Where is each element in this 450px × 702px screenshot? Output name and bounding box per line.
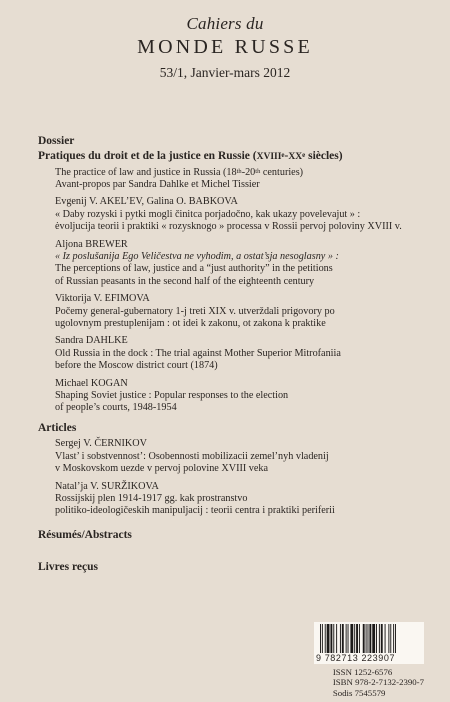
identifiers [333,667,424,698]
dossier-title-sup-1: e [281,150,285,159]
issn: ISSN 1252-6576 [332,667,393,677]
sodis: Sodis 7545579 [332,687,386,698]
toc-entry [55,335,438,372]
barcode-bars [320,624,420,653]
toc-entry [55,293,438,330]
entry-author: Aljona BREWER [55,238,128,250]
entry-author: Viktorija V. EFIMOVA [55,293,150,305]
entry-author: Sergej V. ČERNIKOV [55,438,147,450]
entry-title-line: politiko-ideologičeskih manipuljacij : teorii centra i praktiki periferii [55,505,335,517]
dossier-title-century-1: XVIII [256,151,282,162]
dossier-title-sup-2: e [302,150,306,159]
entry-title-line: of Russian peasants in the second half of the eighteenth century [55,275,315,287]
livres-heading: Livres reçus [38,561,98,573]
entry-author: Sandra DAHLKE [55,335,128,347]
entry-title-line: of people’s courts, 1948-1954 [55,402,177,414]
toc-entry [55,378,438,415]
entry-title-part: centuries) [260,166,304,178]
entry-title-line: v Moskovskom uezde v pervoj polovine XVIII veka [55,463,269,475]
entry-title-line: « Daby rozyski i pytki mogli činitca porjadočno, kak ukazy povelevajut » : [55,208,361,220]
dossier-title-end: siècles) [305,149,343,162]
articles-heading: Articles [38,421,77,434]
toc-entry [55,481,438,518]
issue-info: 53/1, Janvier-mars 2012 [159,65,291,80]
entry-title-part: -20 [241,166,256,178]
dossier-heading: Dossier [38,135,75,147]
barcode-digits: 9 782713 223907 [316,653,396,663]
entry-title-line: Vlast’ i sobstvennost’: Osobennosti mobilizacii zemel’nyh vladenij [55,450,329,462]
dossier-title-text: Pratiques du droit et de la justice en Russie ( [38,149,257,162]
entry-title-sup: th [236,167,242,175]
entry-author: Evgenij V. AKEL’EV, Galina O. BABKOVA [55,196,238,208]
entry-title-part: The practice of law and justice in Russia (18 [55,166,237,178]
entry-title-line: Rossijskij plen 1914-1917 gg. kak prostranstvo [55,492,248,504]
isbn: ISBN 978-2-7132-2390-7 [332,677,424,688]
toc-entry [55,239,438,289]
entry-title-line: ėvoljucija teorii i praktiki « rozysknogo » processa v Rossii pervoj poloviny XVIII v. [55,221,402,233]
entry-title-line: before the Moscow district court (1874) [55,360,218,372]
masthead [0,14,450,81]
entry-title-line: Old Russia in the dock : The trial against Mother Superior Mitrofaniia [55,347,341,359]
entry-title-sup: th [255,167,261,175]
entry-author: Michael KOGAN [55,377,128,389]
barcode [314,622,424,664]
entry-title-line: ugolovnym prestuplenijam : ot idei k zakonu, ot zakona k praktike [55,317,326,329]
dossier-title-dash: - [284,149,289,162]
dossier-title [38,149,438,164]
toc-entry [55,438,438,475]
entry-title [55,167,438,179]
toc-entry [55,196,438,233]
journal-name-prefix: Cahiers du [186,14,264,33]
entry-title-line: Shaping Soviet justice : Popular responses to the election [55,390,289,401]
resumes-heading: Résumés/Abstracts [38,529,132,541]
entry-title-line: Počemy general-gubernatory 1-j treti XIX v. utverždali prigovory po [55,305,335,317]
journal-title: MONDE RUSSE [137,36,313,58]
table-of-contents [38,135,438,523]
entry-subtitle: Avant-propos par Sandra Dahlke et Michel Tissier [55,178,260,190]
toc-entry [55,167,438,192]
entry-title-line: The perceptions of law, justice and a “just authority” in the petitions [55,263,333,275]
dossier-title-century-2: XX [288,151,303,162]
entry-author: Natal’ja V. SURŽIKOVA [55,480,159,492]
entry-title-italic: « Iz poslušanija Ego Veličestva ne vyhodim, a ostat’sja nesoglasny » : [55,250,339,262]
